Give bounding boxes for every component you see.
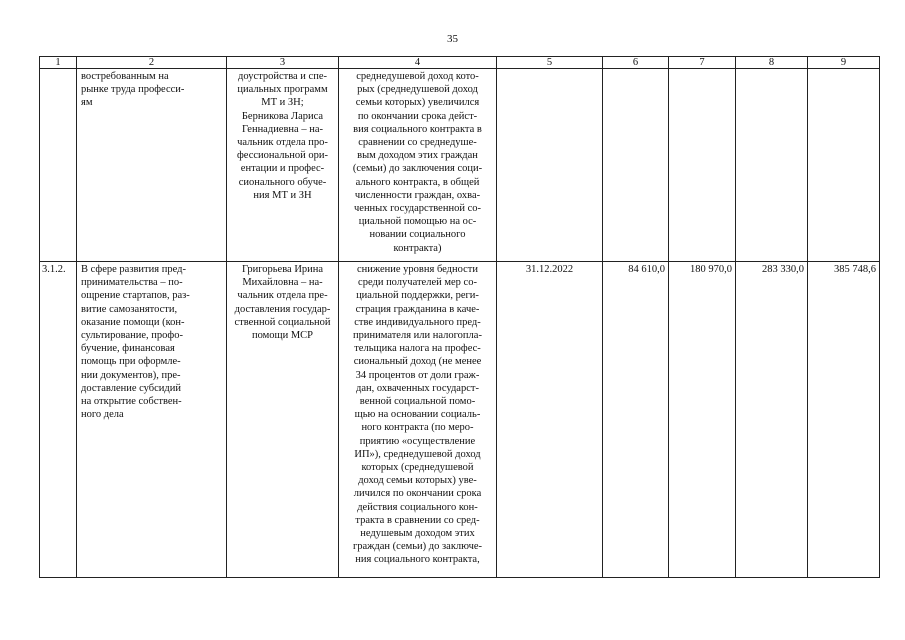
cell-text-line: доустройства и спе- xyxy=(238,71,327,82)
cell-text-line: ния социального контракта, xyxy=(355,554,480,566)
cell-text-line: фессиональной ори- xyxy=(236,150,329,162)
cell-text-line: сравнении со среднедуше- xyxy=(358,137,477,149)
column-header: 5 xyxy=(497,57,603,69)
measure-description-cell xyxy=(77,262,227,578)
cell-text-line: бучение, финансовая xyxy=(81,343,175,355)
column-header: 7 xyxy=(669,57,736,69)
column-header: 1 xyxy=(40,57,77,69)
cell-text-line: стве индивидуального пред- xyxy=(354,316,481,328)
value-cell: 385 748,6 xyxy=(808,262,880,578)
measure-description-cell xyxy=(77,69,227,262)
column-header: 8 xyxy=(736,57,808,69)
cell-text-line: рых (среднедушевой доход xyxy=(357,84,478,96)
cell-text-line: помощь при оформле- xyxy=(81,356,181,368)
cell-text-line: страция гражданина в каче- xyxy=(355,303,480,315)
cell-text-line: сультирование, профо- xyxy=(81,330,183,342)
value-cell xyxy=(669,69,736,262)
value-cell xyxy=(603,69,669,262)
cell-text-line: ентации и профес- xyxy=(240,163,325,175)
cell-text-line: контракта) xyxy=(393,242,442,254)
cell-text-line: вия социального контракта в xyxy=(353,123,482,135)
cell-text-line: новании социального xyxy=(369,229,466,241)
cell-text-line: вым доходом этих граждан xyxy=(357,150,478,162)
cell-text-line: чальник отдела пре- xyxy=(237,290,328,302)
cell-text-line: В сфере развития пред- xyxy=(81,264,186,275)
cell-text-line: оказание помощи (кон- xyxy=(81,316,185,328)
cell-text-line: сиональный доход (не менее xyxy=(353,356,482,368)
value-cell: 283 330,0 xyxy=(736,262,808,578)
cell-text-line: численности граждан, охва- xyxy=(354,189,481,201)
cell-text-line: граждан (семьи) до заключе- xyxy=(352,541,483,553)
column-header: 3 xyxy=(227,57,339,69)
cell-text-line: Григорьева Ирина xyxy=(241,264,324,275)
column-header: 2 xyxy=(77,57,227,69)
cell-text-line: циальных программ xyxy=(237,84,328,96)
item-number-cell: 3.1.2. xyxy=(40,262,77,578)
cell-text-line: МТ и ЗН; xyxy=(261,97,304,109)
cell-text-line: ального контракта, в общей xyxy=(355,176,480,188)
cell-text-line: семьи которых) увеличился xyxy=(355,97,480,109)
cell-text-line: принимателя или налогопла- xyxy=(353,330,482,342)
cell-text-line: тракта в сравнении со сред- xyxy=(355,514,480,526)
cell-text-line: щью на основании социаль- xyxy=(354,409,481,421)
table-row xyxy=(40,69,880,262)
cell-text-line: ИП»), среднедушевой доход xyxy=(354,448,481,460)
cell-text-line: помощи МСР xyxy=(251,330,314,342)
cell-text-line: ного контракта (по меро- xyxy=(361,422,474,434)
value-cell xyxy=(808,69,880,262)
cell-text-line: снижение уровня бедности xyxy=(356,264,479,275)
value-cell xyxy=(736,69,808,262)
program-table xyxy=(39,56,880,578)
cell-text-line: 34 процентов от доли граж- xyxy=(355,369,480,381)
cell-text-line: ям xyxy=(81,97,93,109)
item-number-cell xyxy=(40,69,77,262)
cell-text-line: доставления государ- xyxy=(234,303,331,315)
indicator-cell xyxy=(339,262,497,578)
cell-text-line: востребованным на xyxy=(81,71,169,82)
cell-text-line: Михайловна – на- xyxy=(242,277,323,289)
cell-text-line: циальной помощью на ос- xyxy=(358,216,477,228)
page-number: 35 xyxy=(447,33,458,45)
cell-text-line: ственной социальной xyxy=(234,316,331,328)
cell-text-line: витие самозанятости, xyxy=(81,303,178,315)
column-header: 4 xyxy=(339,57,497,69)
cell-text-line: Берникова Лариса xyxy=(241,110,324,122)
responsible-person-cell xyxy=(227,69,339,262)
cell-text-line: нии документов), пре- xyxy=(81,369,181,381)
cell-text-line: принимательства – по- xyxy=(81,277,183,289)
value-cell: 180 970,0 xyxy=(669,262,736,578)
value-cell: 84 610,0 xyxy=(603,262,669,578)
cell-text-line: рынке труда професси- xyxy=(81,84,185,96)
cell-text-line: приятию «осуществление xyxy=(359,435,476,447)
cell-text-line: тельщика налога на профес- xyxy=(354,343,481,355)
cell-text-line: по окончании срока дейст- xyxy=(357,110,478,122)
cell-text-line: на открытие собствен- xyxy=(81,396,182,408)
cell-text-line: Геннадиевна – на- xyxy=(242,123,323,135)
cell-text-line: доставление субсидий xyxy=(81,382,181,394)
cell-text-line: недушевым доходом этих xyxy=(360,528,475,540)
cell-text-line: венной социальной помо- xyxy=(359,396,476,408)
cell-text-line: действия социального кон- xyxy=(357,501,478,513)
indicator-cell xyxy=(339,69,497,262)
cell-text-line: ного дела xyxy=(81,409,124,421)
responsible-person-cell xyxy=(227,262,339,578)
cell-text-line: ченных государственной со- xyxy=(354,203,481,215)
column-header: 9 xyxy=(808,57,880,69)
table-row xyxy=(40,262,880,578)
cell-text-line: личился по окончании срока xyxy=(353,488,482,500)
cell-text-line: среднедушевой доход кото- xyxy=(356,71,479,82)
cell-text-line: доход семьи которых) уве- xyxy=(358,475,477,487)
cell-text-line: сионального обуче- xyxy=(238,176,327,188)
cell-text-line: чальник отдела про- xyxy=(237,137,328,149)
deadline-cell: 31.12.2022 xyxy=(497,262,603,578)
cell-text-line: среди получателей мер со- xyxy=(358,277,477,289)
cell-text-line: циальной поддержки, реги- xyxy=(356,290,479,302)
header-row xyxy=(40,57,880,69)
column-header: 6 xyxy=(603,57,669,69)
cell-text-line: (семьи) до заключения соци- xyxy=(352,163,483,175)
cell-text-line: которых (среднедушевой xyxy=(361,462,474,474)
cell-text-line: дан, охваченных государст- xyxy=(356,382,479,394)
deadline-cell xyxy=(497,69,603,262)
cell-text-line: ощрение стартапов, раз- xyxy=(81,290,190,302)
cell-text-line: ния МТ и ЗН xyxy=(253,189,312,201)
